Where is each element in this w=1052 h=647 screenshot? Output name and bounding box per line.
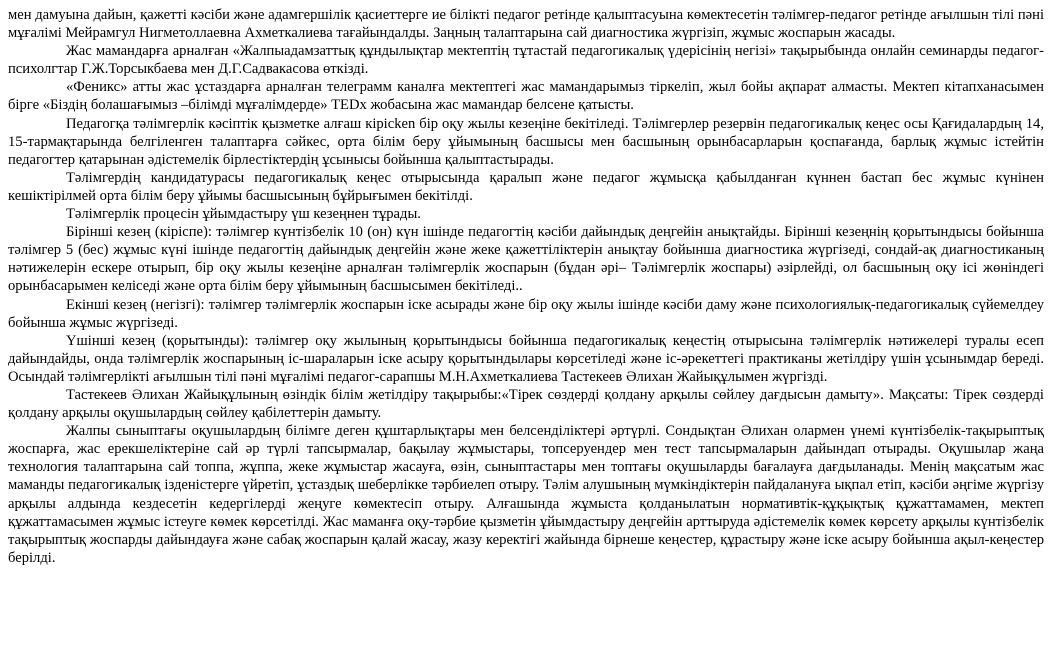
paragraph-stage-one: Бірінші кезең (кіріспе): тәлімгер күнтізбелік 10 (он) күн ішінде педагогтің кәсіби дайындық деңгейін анықтайды. Бірінші кезеңнің қорытындысы бойынша тәлімгер 5 (бес) жұмыс күні ішінде педагогтің дайындық деңгейін және жеке қажеттіліктерін анықтау бойынша диагностика жүргізеді, сондай-ақ диагностиканың нәтижелерін ескере отырып, бір оқу жылы кезеңіне арналған тәлімгерлік жоспарын (бұдан әрі– Тәлімгерлік жоспары) әзірлейді, ол басшының оқу ісі жөніндегі орынбасарымен келіседі және орта білім беру ұйымының басшысымен бекітіледі.. [8,224,1044,295]
paragraph-continuation: мен дамуына дайын, қажетті кәсіби және адамгершілік қасиеттерге ие білікті педагог ретінде қалыптасуына көмектесетін тәлімгер-педагог ретінде ағылшын тілі пәні мұғалімі Мейрамгул Нигметоллаевна Ахметкалиева тағайындалды. Заңның талаптарына сай диагностика жүргізіп, жұмыс жоспарын жасады. [8,7,1044,42]
paragraph-stage-three: Үшінші кезең (қорытынды): тәлімгер оқу жылының қорытындысы бойынша педагогикалық кеңестің отырысына тәлімгерлік нәтижелері туралы есеп дайындайды, онда тәлімгерлік жоспарының іс-шараларын іске асыру қорытындылары көрсетіледі және іс-әрекеттегі практиканы жетілдіру үшін ұсынымдар береді. Осындай тәлімгерлікті ағылшын тілі пәні мұғалімі педагог-сарапшы М.Н.Ахметкалиева Тастекеев Әлихан Жайықұлымен жүргізді. [8,332,1044,385]
paragraph-stage-two: Екінші кезең (негізгі): тәлімгер тәлімгерлік жоспарын іске асырады және бір оқу жылы ішінде кәсіби даму және психологиялық-педагогикалық сүйемелдеу бойынша жұмыс жүргізеді. [8,296,1044,331]
paragraph-mentor-reserve: Педагогқа тәлімгерлік кәсіптік қызметке алғаш кірісken бір оқу жылы кезеңіне бекітіледі. Тәлімгерлер резервін педагогикалық кеңес осы Қағидалардың 14, 15-тармақтарында белгіленген талаптарға сәйкес, орта білім беру ұйымының басшысы мен басшының орынбасарларын қоспағанда, барлық жұмыс істейтін педагогтер қатарынан әдістемелік бірлестіктердің ұсынысы бойынша қалыптастырады. [8,115,1044,168]
document-page [8,6,1044,567]
paragraph-self-education-topic: Тастекеев Әлихан Жайықұлының өзіндік білім жетілдіру тақырыбы:«Тірек сөздерді қолдану арқылы сөйлеу дағдысын дамыту». Мақсаты: Тірек сөздерді қолдану арқылы оқушылардың сөйлеу қабілеттерін дамыту. [8,386,1044,422]
paragraph-seminar: Жас мамандарға арналған «Жалпыадамзаттық құндылықтар мектептің тұтастай педагогикалық үдерісінің негізі» тақырыбында онлайн семинарды педагог-психолгтар Г.Ж.Торсыкбаева мен Д.Г.Садвакасова өткізді. [8,43,1044,78]
paragraph-class-work: Жалпы сыныптағы оқушылардың білімге деген құштарлықтары мен белсенділіктері әртүрлі. Сондықтан Әлихан олармен үнемі күнтізбелік-тақырыптық жоспарға, жас ерекшеліктеріне сай әр түрлі тапсырмалар, бақылау жұмыстары, топсеруендер мен тест тапсырмаларын дайындап отырады. Оқушылар жаңа технология талаптарына сай топпа, жұппа, жеке жұмыстар жасауға, өзін, сыныптастары мен топтағы оқушыларды бағалауға дағдыланады. Менің мақсатым жас маманды педагогикалық ізденістерге үйретіп, ұстаздық шеберлікке тәрбиелеп отыру. Тәлім алушының мүмкіндіктерін пайдалануға ықпал етіп, кәсіби әңгіме жүргізу арқылы алдында кездесетін кедергілерді жеңуге көмектесіп отыру. Алғашында жұмыста қолданылатын нормативтік-құқықтық құжаттамамен, мектеп құжаттамасымен жұмыс істеуге көмек көрсетілді. Жас маманға оқу-тәрбие қызметін ұйымдастыру деңгейін арттыруда әдістемелік көмек көрсету арқылы күнтізбелік тақырыптық жоспарды дайындауға және сабақ жоспарын қалай жасау, жазу керектігі жайында бірнеше кеңестер, құрастыру және іске асыру бойынша ақыл-кеңестер берілді. [8,423,1044,566]
paragraph-phoenix-channel: «Феникс» атты жас ұстаздарға арналған телеграмм каналға мектептегі жас мамандарымыз тіркеліп, жыл бойы ақпарат алмасты. Мектеп кітапханасымен бірге «Біздің болашағымыз –білімді мұғалімдерде» TEDх жобасына жас мамандар белсене қатысты. [8,79,1044,114]
paragraph-mentor-candidate: Тәлімгердің кандидатурасы педагогикалық кеңес отырысында қаралып және педагог жұмысқа қабылданған күннен бастап бес жұмыс күнінен кешіктірілмей орта білім беру ұйымы басшысының бұйрығымен бекітілді. [8,169,1044,204]
paragraph-three-stages: Тәлімгерлік процесін ұйымдастыру үш кезеңнен тұрады. [66,206,421,223]
